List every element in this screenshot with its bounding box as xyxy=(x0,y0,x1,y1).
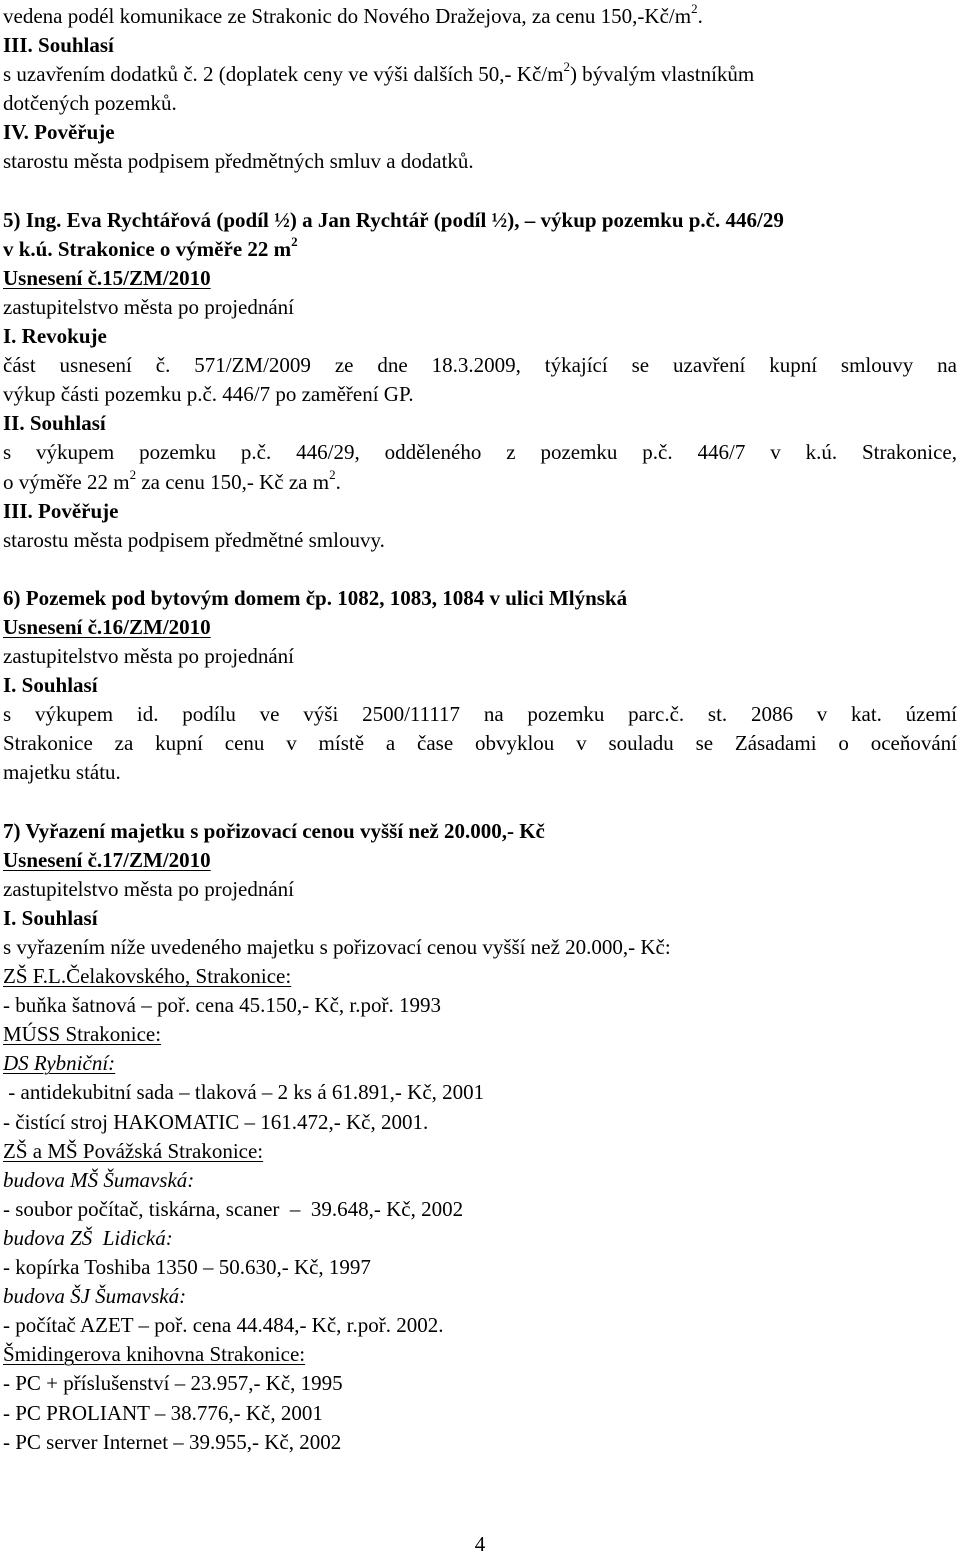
section-heading-poveruje: III. Pověřuje xyxy=(3,498,119,523)
text-line: Strakonice za kupní cenu v místě a čase obvyklou v souladu se Zásadami o oceňování xyxy=(3,731,957,756)
text-line: s výkupem id. podílu ve výši 2500/11117 na pozemku parc.č. st. 2086 v kat. území xyxy=(3,702,957,727)
section-heading-souhlasi: III. Souhlasí xyxy=(3,33,114,58)
list-item: - antidekubitní sada – tlaková – 2 ks á 61.891,- Kč, 2001 xyxy=(3,1080,485,1105)
section-heading-poveruje: IV. Pověřuje xyxy=(3,120,115,145)
section-heading-souhlasi: I. Souhlasí xyxy=(3,673,98,698)
section-heading-souhlasi: II. Souhlasí xyxy=(3,411,106,436)
text-line: dotčených pozemků. xyxy=(3,91,177,116)
list-item: - PC server Internet – 39.955,- Kč, 2002 xyxy=(3,1429,342,1454)
text-line: s vyřazením níže uvedeného majetku s pořizovací cenou vyšší než 20.000,- Kč: xyxy=(3,935,671,959)
resolution-number: Usnesení č.17/ZM/2010 xyxy=(3,847,211,872)
list-item: - soubor počítač, tiskárna, scaner – 39.648,- Kč, 2002 xyxy=(3,1196,464,1221)
list-item: - čistící stroj HAKOMATIC – 161.472,- Kč, 2001. xyxy=(3,1109,429,1134)
resolution-number: Usnesení č.15/ZM/2010 xyxy=(3,265,211,290)
list-item: - počítač AZET – poř. cena 44.484,- Kč, r.poř. 2002. xyxy=(3,1313,444,1338)
list-item: - PC PROLIANT – 38.776,- Kč, 2001 xyxy=(3,1400,323,1425)
text-line: s výkupem pozemku p.č. 446/29, odděleného z pozemku p.č. 446/7 v k.ú. Strakonice, xyxy=(3,440,957,465)
text-line: zastupitelstvo města po projednání xyxy=(3,294,295,319)
text-line: starostu města podpisem předmětných smluv a dodatků. xyxy=(3,149,474,174)
org-heading: ZŠ a MŠ Povážská Strakonice: xyxy=(3,1138,264,1163)
item-heading-5-cont: v k.ú. Strakonice o výměře 22 $m^2$ xyxy=(3,233,298,261)
text-line: s uzavřením dodatků č. 2 (doplatek ceny ve výši dalších 50,- $Kč/m^2$) bývalým vlastníkům xyxy=(3,59,755,87)
text-line: o výměře 22 $m^2$ za cenu 150,- Kč za $m^2$. xyxy=(3,466,341,494)
page-number: 4 xyxy=(474,1532,486,1556)
sub-org-heading: DS Rybniční: xyxy=(3,1051,116,1076)
sub-org-heading: budova ŠJ Šumavská: xyxy=(3,1284,187,1309)
text-line: majetku státu. xyxy=(3,760,121,785)
item-heading-5: 5) Ing. Eva Rychtářová (podíl ½) a Jan Rychtář (podíl ½), – výkup pozemku p.č. 446/29 xyxy=(3,207,784,232)
sub-org-heading: budova MŠ Šumavská: xyxy=(3,1167,195,1192)
text-line: výkup části pozemku p.č. 446/7 po zaměření GP. xyxy=(3,382,414,407)
text-line: zastupitelstvo města po projednání xyxy=(3,876,295,901)
item-heading-7: 7) Vyřazení majetku s pořizovací cenou vyšší než 20.000,- Kč xyxy=(3,818,545,843)
item-heading-6: 6) Pozemek pod bytovým domem čp. 1082, 1083, 1084 v ulici Mlýnská xyxy=(3,585,628,610)
text-line: část usnesení č. 571/ZM/2009 ze dne 18.3.2009, týkající se uzavření kupní smlouvy na xyxy=(3,353,957,378)
document-page xyxy=(3,2,957,1457)
text-line: starostu města podpisem předmětné smlouvy. xyxy=(3,527,385,552)
org-heading: Šmidingerova knihovna Strakonice: xyxy=(3,1342,306,1367)
org-heading: MÚSS Strakonice: xyxy=(3,1022,162,1047)
text-line: vedena podél komunikace ze Strakonic do Nového Dražejova, za cenu $150,-Kč/m^2$. xyxy=(3,1,703,28)
section-heading-souhlasi: I. Souhlasí xyxy=(3,905,98,930)
org-heading: ZŠ F.L.Čelakovského, Strakonice: xyxy=(3,964,292,989)
list-item: - buňka šatnová – poř. cena 45.150,- Kč, r.poř. 1993 xyxy=(3,993,441,1018)
text-line: zastupitelstvo města po projednání xyxy=(3,644,295,669)
list-item: - PC + příslušenství – 23.957,- Kč, 1995 xyxy=(3,1371,343,1396)
resolution-number: Usnesení č.16/ZM/2010 xyxy=(3,614,211,639)
sub-org-heading: budova ZŠ Lidická: xyxy=(3,1225,173,1250)
list-item: - kopírka Toshiba 1350 – 50.630,- Kč, 1997 xyxy=(3,1255,371,1280)
section-heading-revokuje: I. Revokuje xyxy=(3,324,107,349)
